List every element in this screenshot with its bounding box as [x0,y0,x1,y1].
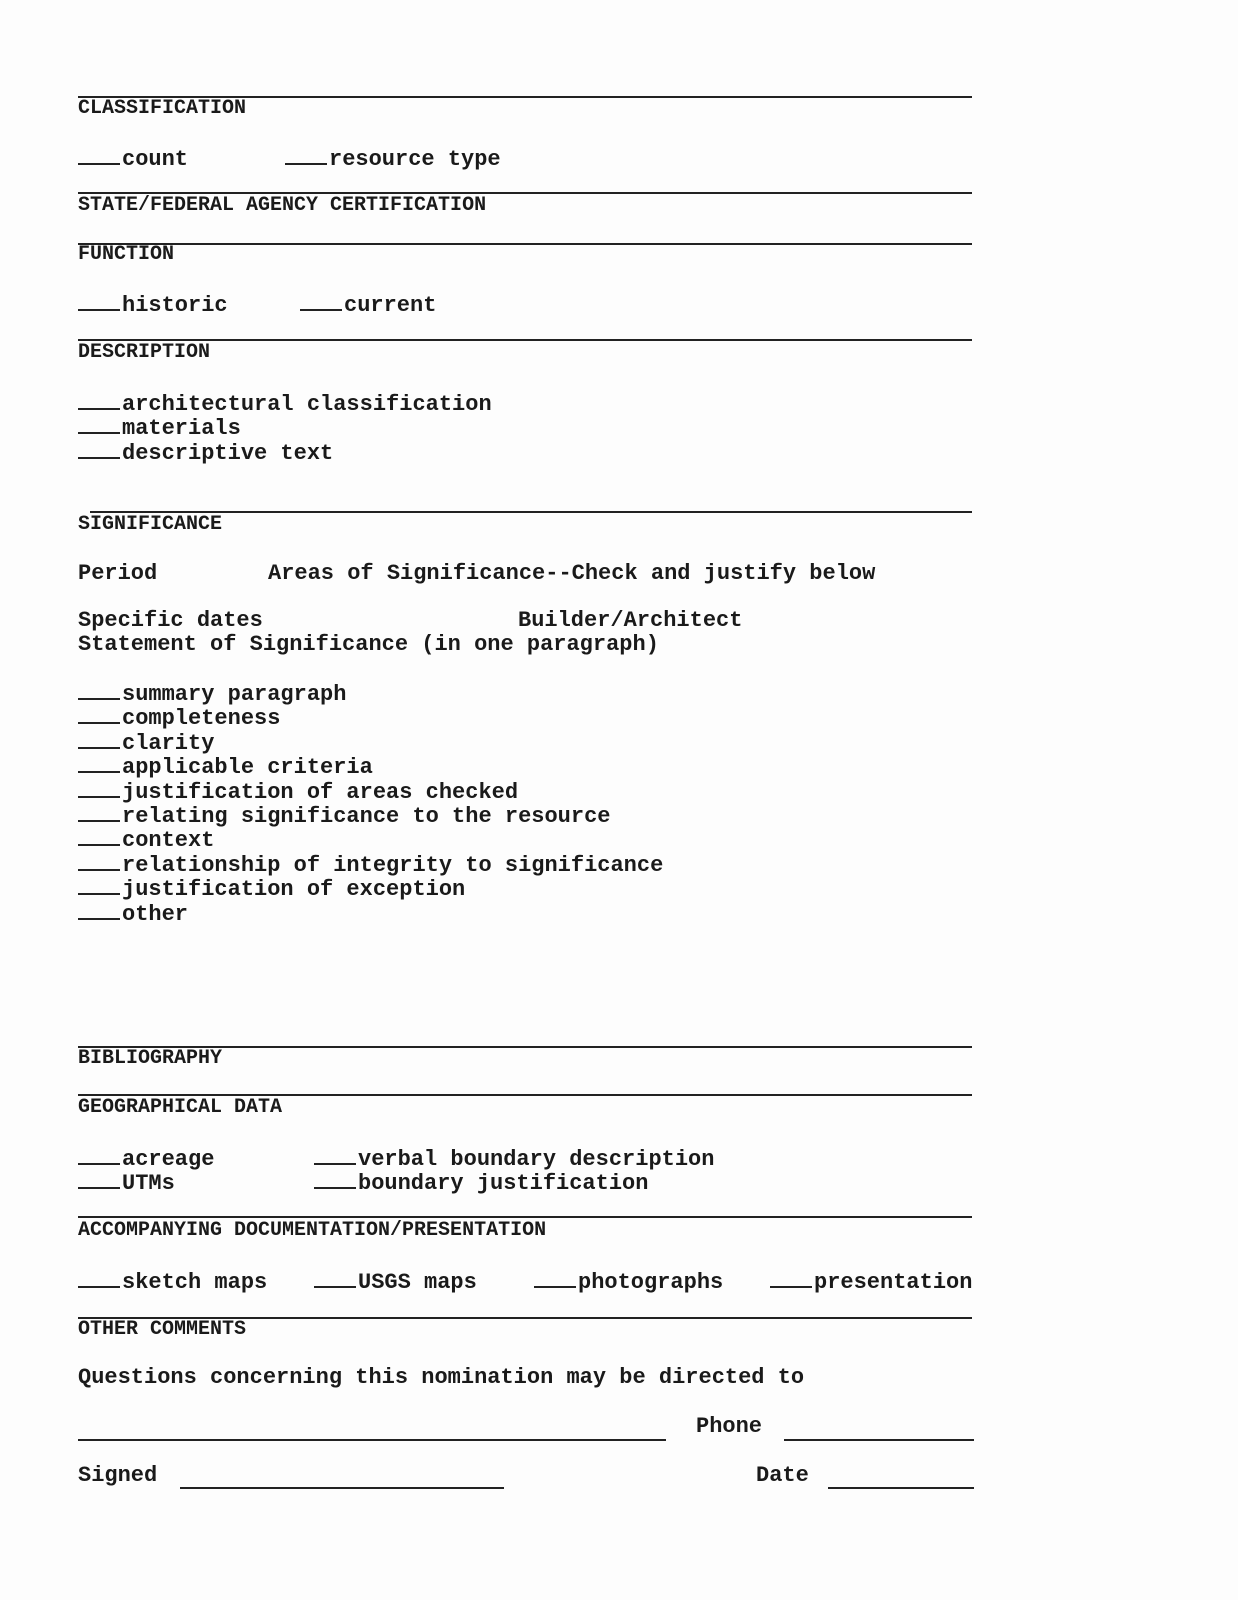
check-blank[interactable] [314,1169,356,1189]
significance-list [78,680,664,927]
check-relating-significance[interactable]: relating significance to the resource [78,802,663,826]
check-boundary-justification[interactable]: boundary justification [314,1169,714,1193]
label-signed: Signed [78,1463,158,1488]
check-materials[interactable]: materials [78,414,492,438]
contact-name-line[interactable] [78,1439,666,1441]
check-other[interactable]: other [78,900,663,924]
check-blank[interactable] [78,826,120,846]
check-blank[interactable] [78,753,120,773]
heading-significance: SIGNIFICANCE [78,513,223,536]
check-blank[interactable] [78,802,120,822]
check-architectural-classification[interactable]: architectural classification [78,390,492,414]
heading-bibliography: BIBLIOGRAPHY [78,1047,223,1070]
check-utms[interactable]: UTMs [78,1169,214,1193]
check-blank[interactable] [78,680,120,700]
check-blank[interactable] [78,875,120,895]
check-justification-of-exception[interactable]: justification of exception [78,875,663,899]
check-blank[interactable] [78,439,120,459]
check-resource-type[interactable]: resource type [285,145,501,172]
signature-line[interactable] [180,1487,504,1489]
divider-description [78,339,972,341]
heading-description: DESCRIPTION [78,341,211,364]
heading-function: FUNCTION [78,243,175,266]
check-blank[interactable] [78,704,120,724]
date-line[interactable] [828,1487,974,1489]
check-relationship-of-integrity[interactable]: relationship of integrity to significance [78,851,663,875]
check-blank[interactable] [78,145,120,165]
check-count[interactable]: count [78,145,188,172]
check-justification-of-areas[interactable]: justification of areas checked [78,778,663,802]
heading-accompanying: ACCOMPANYING DOCUMENTATION/PRESENTATION [78,1219,547,1242]
check-completeness[interactable]: completeness [78,704,663,728]
check-blank[interactable] [285,145,327,165]
check-applicable-criteria[interactable]: applicable criteria [78,753,663,777]
check-descriptive-text[interactable]: descriptive text [78,439,492,463]
check-blank[interactable] [78,1145,120,1165]
check-blank[interactable] [78,414,120,434]
check-sketch-maps[interactable]: sketch maps [78,1268,267,1295]
divider-function [78,243,972,245]
questions-text: Questions concerning this nomination may be directed to [78,1365,805,1390]
divider-accompanying [78,1216,972,1218]
label-period: Period [78,561,158,586]
label-date: Date [756,1463,809,1488]
heading-geographical: GEOGRAPHICAL DATA [78,1096,283,1119]
label-statement-of-significance: Statement of Significance (in one paragraph) [78,632,659,657]
check-blank[interactable] [534,1268,576,1288]
description-list [78,390,492,466]
check-blank[interactable] [78,900,120,920]
heading-other-comments: OTHER COMMENTS [78,1318,247,1341]
check-blank[interactable] [78,729,120,749]
check-historic[interactable]: historic [78,291,228,318]
label-phone: Phone [696,1414,763,1439]
check-blank[interactable] [78,778,120,798]
check-blank[interactable] [78,851,120,871]
label-specific-dates: Specific dates [78,608,263,633]
check-blank[interactable] [314,1145,356,1165]
geographical-right-list [314,1145,715,1197]
check-presentation[interactable]: presentation [770,1268,972,1295]
divider-significance [90,511,972,513]
check-blank[interactable] [300,291,342,311]
check-current[interactable]: current [300,291,436,318]
label-areas-of-significance: Areas of Significance--Check and justify below [268,561,876,586]
check-summary-paragraph[interactable]: summary paragraph [78,680,663,704]
check-acreage[interactable]: acreage [78,1145,214,1169]
check-blank[interactable] [314,1268,356,1288]
geographical-left-list [78,1145,215,1197]
check-clarity[interactable]: clarity [78,729,663,753]
heading-classification: CLASSIFICATION [78,97,247,120]
check-blank[interactable] [78,1268,120,1288]
check-blank[interactable] [78,390,120,410]
check-verbal-boundary[interactable]: verbal boundary description [314,1145,714,1169]
label-builder-architect: Builder/Architect [518,608,743,633]
phone-line[interactable] [784,1439,974,1441]
check-blank[interactable] [78,1169,120,1189]
check-blank[interactable] [78,291,120,311]
check-usgs-maps[interactable]: USGS maps [314,1268,477,1295]
heading-certification: STATE/FEDERAL AGENCY CERTIFICATION [78,194,487,217]
check-context[interactable]: context [78,826,663,850]
check-photographs[interactable]: photographs [534,1268,723,1295]
check-blank[interactable] [770,1268,812,1288]
